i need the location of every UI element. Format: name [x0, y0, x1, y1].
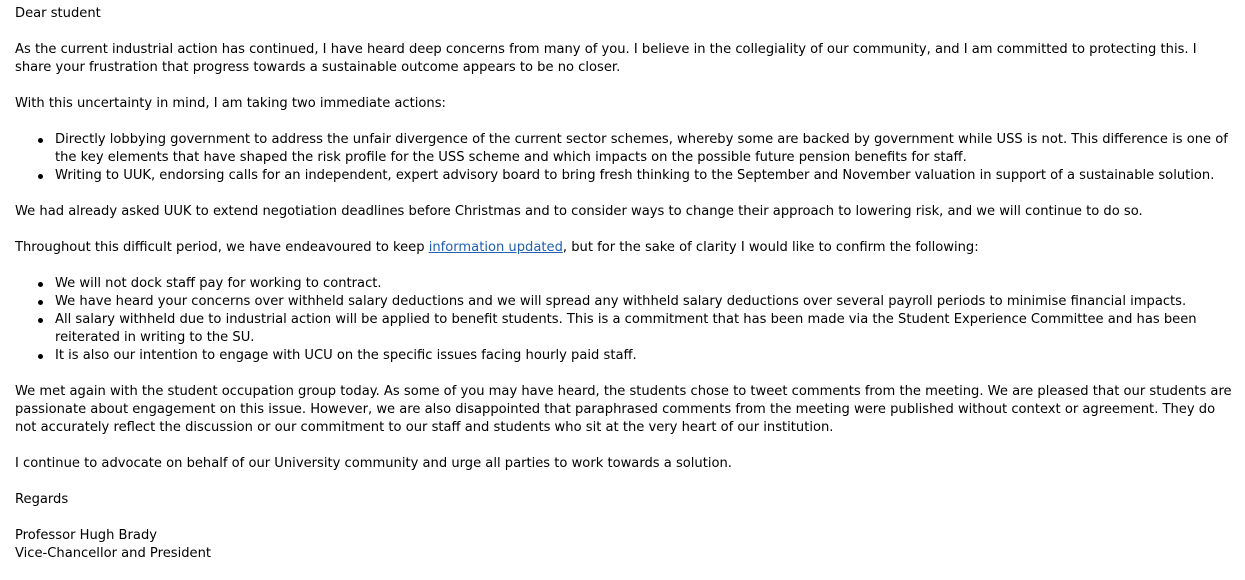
closing: Regards: [15, 492, 69, 507]
list-item: [55, 275, 1237, 293]
confirmations-list: [15, 275, 1237, 365]
paragraph-actions-intro: With this uncertainty in mind, I am taking two immediate actions:: [15, 96, 446, 111]
list-item: [55, 131, 1237, 167]
bullet-icon: [38, 300, 43, 305]
list-item: [55, 167, 1237, 185]
confirmation-text: All salary withheld due to industrial action will be applied to benefit students. This is a commitment that has been made via the Student Experience Committee and has been reiterated in writing to the SU.: [55, 312, 1197, 345]
information-updated-link[interactable]: information updated: [428, 240, 563, 255]
action-text: Writing to UUK, endorsing calls for an independent, expert advisory board to bring fresh thinking to the September and November valuation in support of a sustainable solution.: [55, 168, 1215, 183]
bullet-icon: [38, 318, 43, 323]
paragraph-uuk: We had already asked UUK to extend negotiation deadlines before Christmas and to consider ways to change their approach to lowering risk, and we will continue to do so.: [15, 204, 1143, 219]
clarity-text-after: , but for the sake of clarity I would like to confirm the following:: [562, 240, 979, 255]
paragraph-clarity: [15, 239, 1237, 257]
email-body: [15, 5, 1237, 563]
paragraph-concerns: As the current industrial action has continued, I have heard deep concerns from many of you. I believe in the collegiality of our community, and I am committed to protecting this. I share your frustration that progress towards a sustainable outcome appears to be no closer.: [15, 42, 1197, 75]
list-item: [55, 311, 1237, 347]
confirmation-text: We will not dock staff pay for working to contract.: [55, 276, 382, 291]
bullet-icon: [38, 282, 43, 287]
list-item: [55, 293, 1237, 311]
signature-title: Vice-Chancellor and President: [15, 546, 212, 561]
paragraph-occupation: We met again with the student occupation group today. As some of you may have heard, the students chose to tweet comments from the meeting. We are pleased that our students are passionate about engagement on this issue. However, we are also disappointed that paraphrased comments from the meeting were published without context or agreement. They do not accurately reflect the discussion or our commitment to our staff and students who sit at the very heart of our institution.: [15, 384, 1232, 435]
action-text: Directly lobbying government to address the unfair divergence of the current sector schemes, whereby some are backed by government while USS is not. This difference is one of the key elements that have shaped the risk profile for the USS scheme and which impacts on the possible future pension benefits for staff.: [55, 132, 1228, 165]
bullet-icon: [38, 138, 43, 143]
greeting: Dear student: [15, 6, 101, 21]
signature-name: Professor Hugh Brady: [15, 528, 158, 543]
signature: [15, 527, 1237, 563]
clarity-text-before: Throughout this difficult period, we have endeavoured to keep: [15, 240, 429, 255]
actions-list: [15, 131, 1237, 185]
confirmation-text: It is also our intention to engage with UCU on the specific issues facing hourly paid staff.: [55, 348, 637, 363]
list-item: [55, 347, 1237, 365]
confirmation-text: We have heard your concerns over withheld salary deductions and we will spread any withheld salary deductions over several payroll periods to minimise financial impacts.: [55, 294, 1187, 309]
bullet-icon: [38, 174, 43, 179]
paragraph-advocate: I continue to advocate on behalf of our University community and urge all parties to work towards a solution.: [15, 456, 732, 471]
bullet-icon: [38, 354, 43, 359]
